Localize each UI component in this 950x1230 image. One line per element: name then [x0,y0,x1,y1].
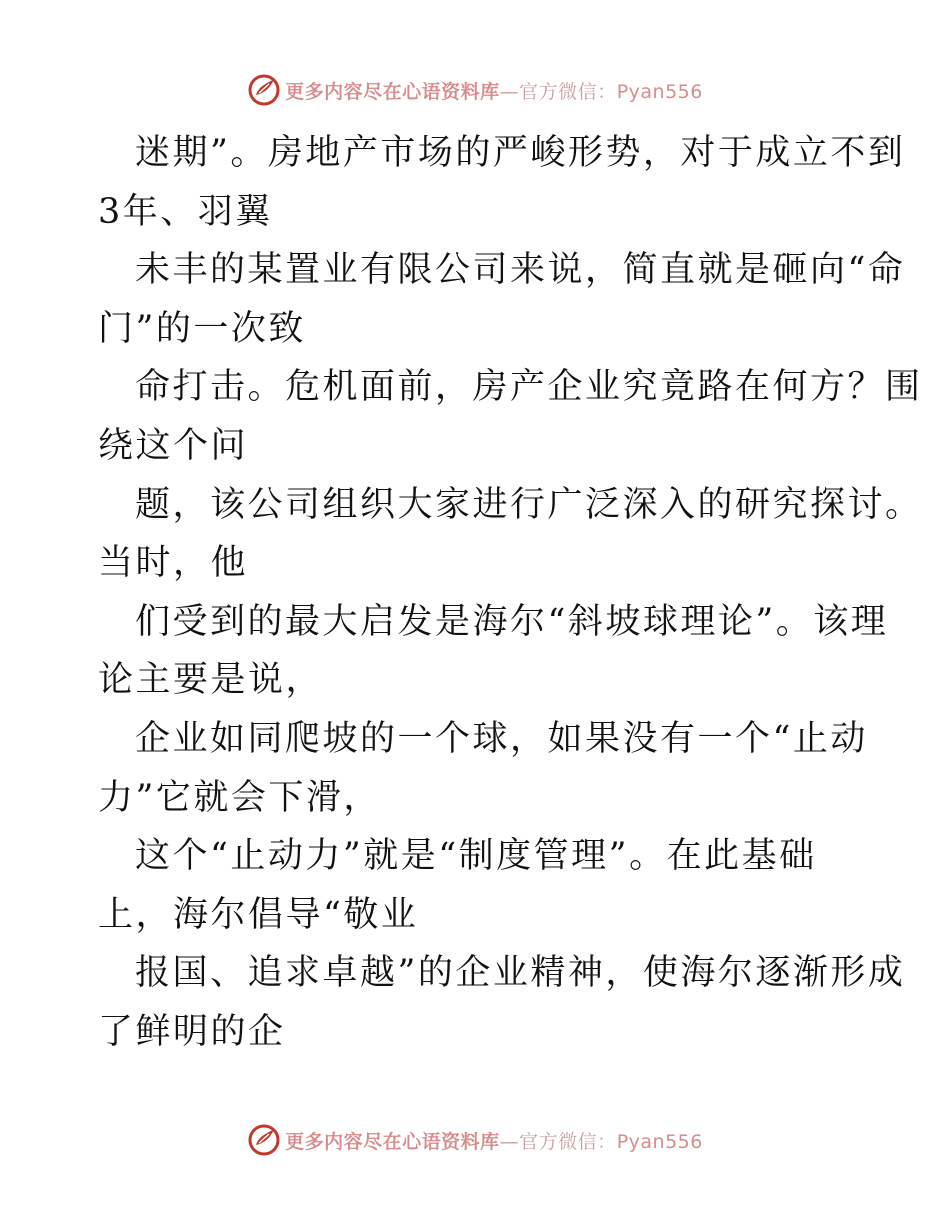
document-body [98,124,923,1062]
body-line: 力”它就会下滑， [98,777,381,818]
brand-logo-icon [247,1123,281,1157]
body-line: 3年、羽翼 [98,191,273,232]
body-line: 门”的一次致 [98,308,306,349]
body-line: 报国、追求卓越”的企业精神，使海尔逐渐形成 [135,953,906,994]
watermark-sub: —官方微信： [499,1130,617,1153]
watermark-main: 更多内容尽在心语资料库 [285,1130,500,1153]
watermark-main: 更多内容尽在心语资料库 [285,80,500,103]
body-line: 命打击。危机面前，房产企业究竟路在何方？围 [135,367,923,408]
body-line: 当时，他 [98,543,249,584]
body-line: 们受到的最大启发是海尔“斜坡球理论”。该理 [135,601,889,642]
body-line: 这个“止动力”就是“制度管理”。在此基础 [135,836,817,877]
footer-watermark [0,1120,950,1160]
body-line: 了鲜明的企 [98,1011,286,1052]
body-line: 论主要是说， [98,660,324,701]
body-line: 迷期”。房地产市场的严峻形势，对于成立不到 [135,133,906,173]
watermark-text [285,1127,703,1154]
watermark-id: Pyan556 [616,80,703,103]
header-watermark [0,70,950,110]
body-line: 未丰的某置业有限公司来说，简直就是砸向“命 [135,250,906,291]
body-line: 绕这个问 [98,425,249,466]
body-line: 上，海尔倡导“敬业 [98,894,419,935]
body-line: 企业如同爬坡的一个球，如果没有一个“止动 [135,718,868,759]
brand-logo-icon [247,73,281,107]
body-line: 题，该公司组织大家进行广泛深入的研究探讨。 [135,484,923,525]
watermark-text [285,77,703,104]
watermark-sub: —官方微信： [499,80,617,103]
watermark-id: Pyan556 [616,1130,703,1153]
